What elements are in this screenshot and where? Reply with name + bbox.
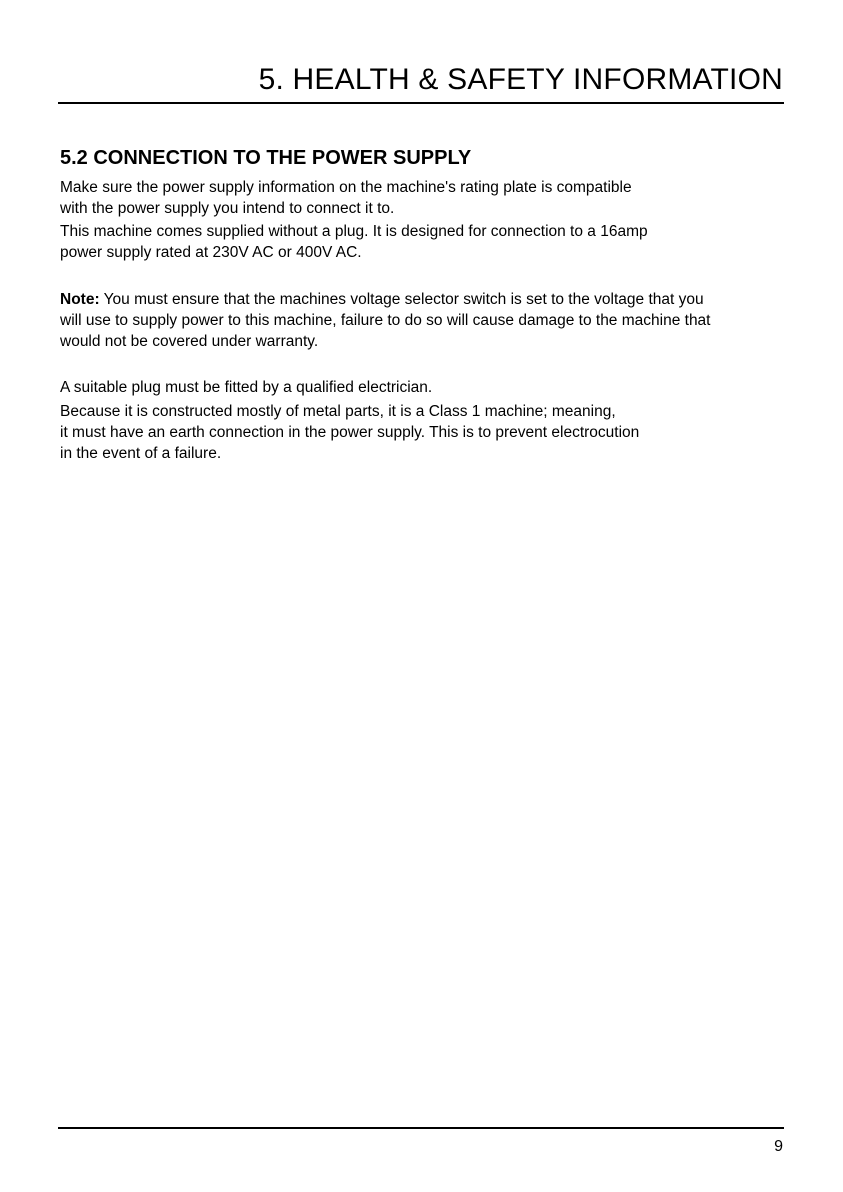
paragraph-line: Because it is constructed mostly of metal parts, it is a Class 1 machine; meaning, [60, 403, 616, 420]
page-number: 9 [774, 1138, 783, 1155]
note-label: Note: [60, 291, 100, 308]
paragraph-line: This machine comes supplied without a plug. It is designed for connection to a 16amp [60, 223, 648, 240]
paragraph-line: You must ensure that the machines voltage selector switch is set to the voltage that you [99, 291, 704, 308]
paragraph-no-plug [60, 221, 648, 263]
paragraph-rating-plate [60, 177, 632, 219]
paragraph-class-1 [60, 401, 639, 464]
paragraph-qualified-electrician: A suitable plug must be fitted by a qualified electrician. [60, 379, 433, 396]
paragraph-line: power supply rated at 230V AC or 400V AC. [60, 244, 362, 261]
voltage-note [60, 289, 711, 352]
paragraph-line: Make sure the power supply information on the machine's rating plate is compatible [60, 179, 632, 196]
paragraph-line: in the event of a failure. [60, 445, 222, 462]
section-heading: 5.2 CONNECTION TO THE POWER SUPPLY [60, 147, 472, 169]
paragraph-line: would not be covered under warranty. [60, 333, 319, 350]
paragraph-line: it must have an earth connection in the power supply. This is to prevent electrocution [60, 424, 640, 441]
paragraph-line: with the power supply you intend to connect it to. [60, 200, 395, 217]
header-divider [58, 102, 784, 104]
page-title: 5. HEALTH & SAFETY INFORMATION [258, 63, 783, 96]
note-first-line [60, 289, 711, 310]
paragraph-line: will use to supply power to this machine, failure to do so will cause damage to the machine that [60, 312, 711, 329]
footer-divider [58, 1127, 784, 1129]
